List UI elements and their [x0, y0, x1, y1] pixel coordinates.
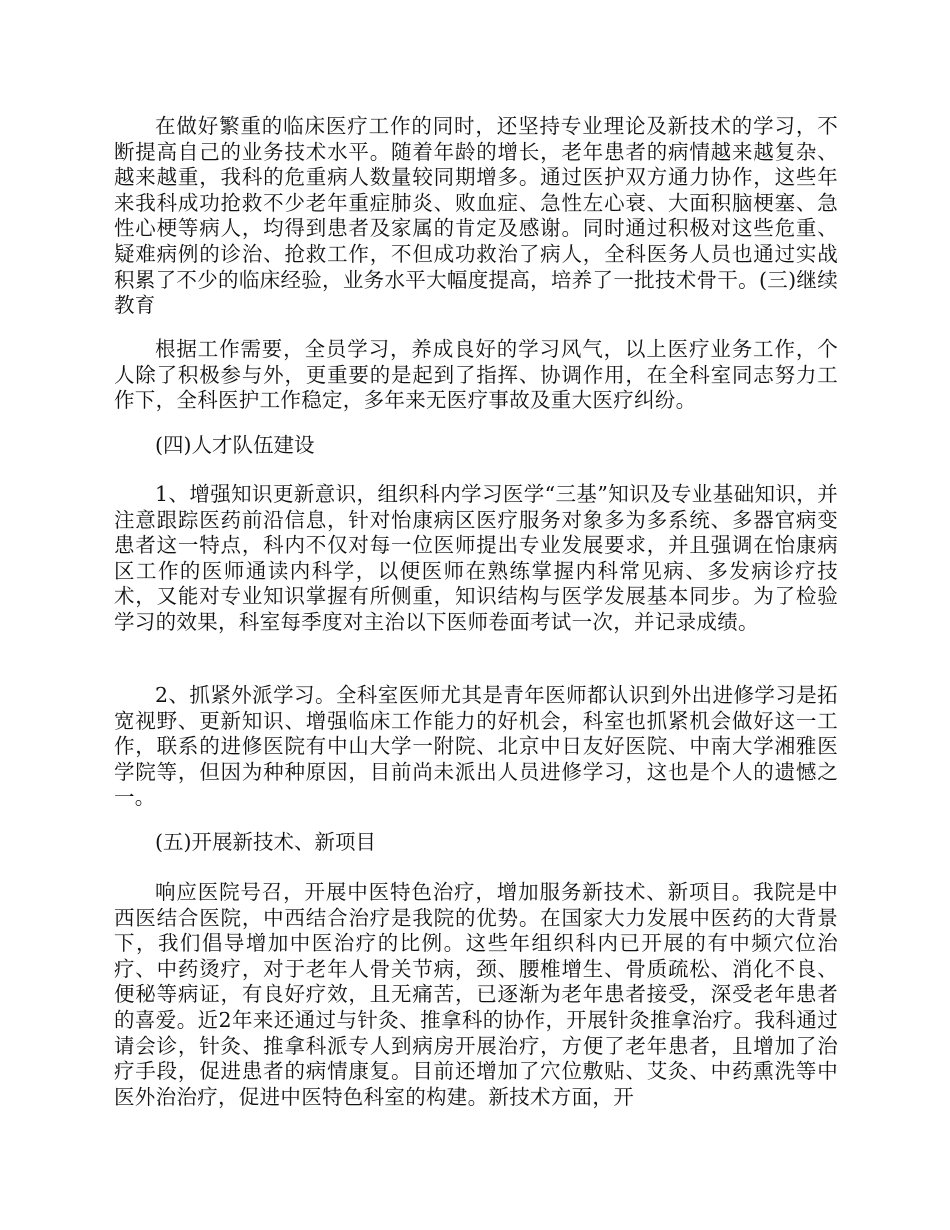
- paragraph-clinical-work: 在做好繁重的临床医疗工作的同时，还坚持专业理论及新技术的学习，不断提高自己的业务技术水平。随着年龄的增长，老年患者的病情越来越复杂、越来越重，我科的危重病人数量较同期增多。通过医护双方通力协作，这些年来我科成功抢救不少老年重症肺炎、败血症、急性左心衰、大面积脑梗塞、急性心梗等病人，均得到患者及家属的肯定及感谢。同时通过积极对这些危重、疑难病例的诊治、抢救工作，不但成功救治了病人，全科医务人员也通过实战积累了不少的临床经验，业务水平大幅度提高，培养了一批技术骨干。(三)继续教育: [114, 114, 838, 318]
- paragraph-tcm-treatment: 响应医院号召，开展中医特色治疗，增加服务新技术、新项目。我院是中西医结合医院，中西结合治疗是我院的优势。在国家大力发展中医药的大背景下，我们倡导增加中医治疗的比例。这些年组织科内已开展的有中频穴位治疗、中药烫疗，对于老年人骨关节病，颈、腰椎增生、骨质疏松、消化不良、便秘等病证，有良好疗效，且无痛苦，已逐渐为老年患者接受，深受老年患者的喜爱。近2年来还通过与针灸、推拿科的协作，开展针灸推拿治疗。我科通过请会诊，针灸、推拿科派专人到病房开展治疗，方便了老年患者，且增加了治疗手段，促进患者的病情康复。目前还增加了穴位敷贴、艾灸、中药熏洗等中医外治治疗，促进中医特色科室的构建。新技术方面，开: [114, 880, 838, 1109]
- section-heading-talent-team: (四)人才队伍建设: [155, 433, 315, 457]
- paragraph-knowledge-update: 1、增强知识更新意识，组织科内学习医学“三基”知识及专业基础知识，并注意跟踪医药前沿信息，针对怡康病区医疗服务对象多为多系统、多器官病变患者这一特点，科内不仅对每一位医师提出专业发展要求，并且强调在怡康病区工作的医师通读内科学，以便医师在熟练掌握内科常见病、多发病诊疗技术，又能对专业知识掌握有所侧重，知识结构与医学发展基本同步。为了检验学习的效果，科室每季度对主治以下医师卷面考试一次，并记录成绩。: [114, 482, 838, 634]
- section-heading-new-technology: (五)开展新技术、新项目: [155, 830, 376, 854]
- paragraph-continuing-education: 根据工作需要，全员学习，养成良好的学习风气，以上医疗业务工作，个人除了积极参与外，更重要的是起到了指挥、协调作用，在全科室同志努力工作下，全科医护工作稳定，多年来无医疗事故及重大医疗纠纷。: [114, 337, 838, 413]
- paragraph-external-study: 2、抓紧外派学习。全科室医师尤其是青年医师都认识到外出进修学习是拓宽视野、更新知识、增强临床工作能力的好机会，科室也抓紧机会做好这一工作，联系的进修医院有中山大学一附院、北京中日友好医院、中南大学湘雅医学院等，但因为种种原因，目前尚未派出人员进修学习，这也是个人的遗憾之一。: [114, 683, 838, 810]
